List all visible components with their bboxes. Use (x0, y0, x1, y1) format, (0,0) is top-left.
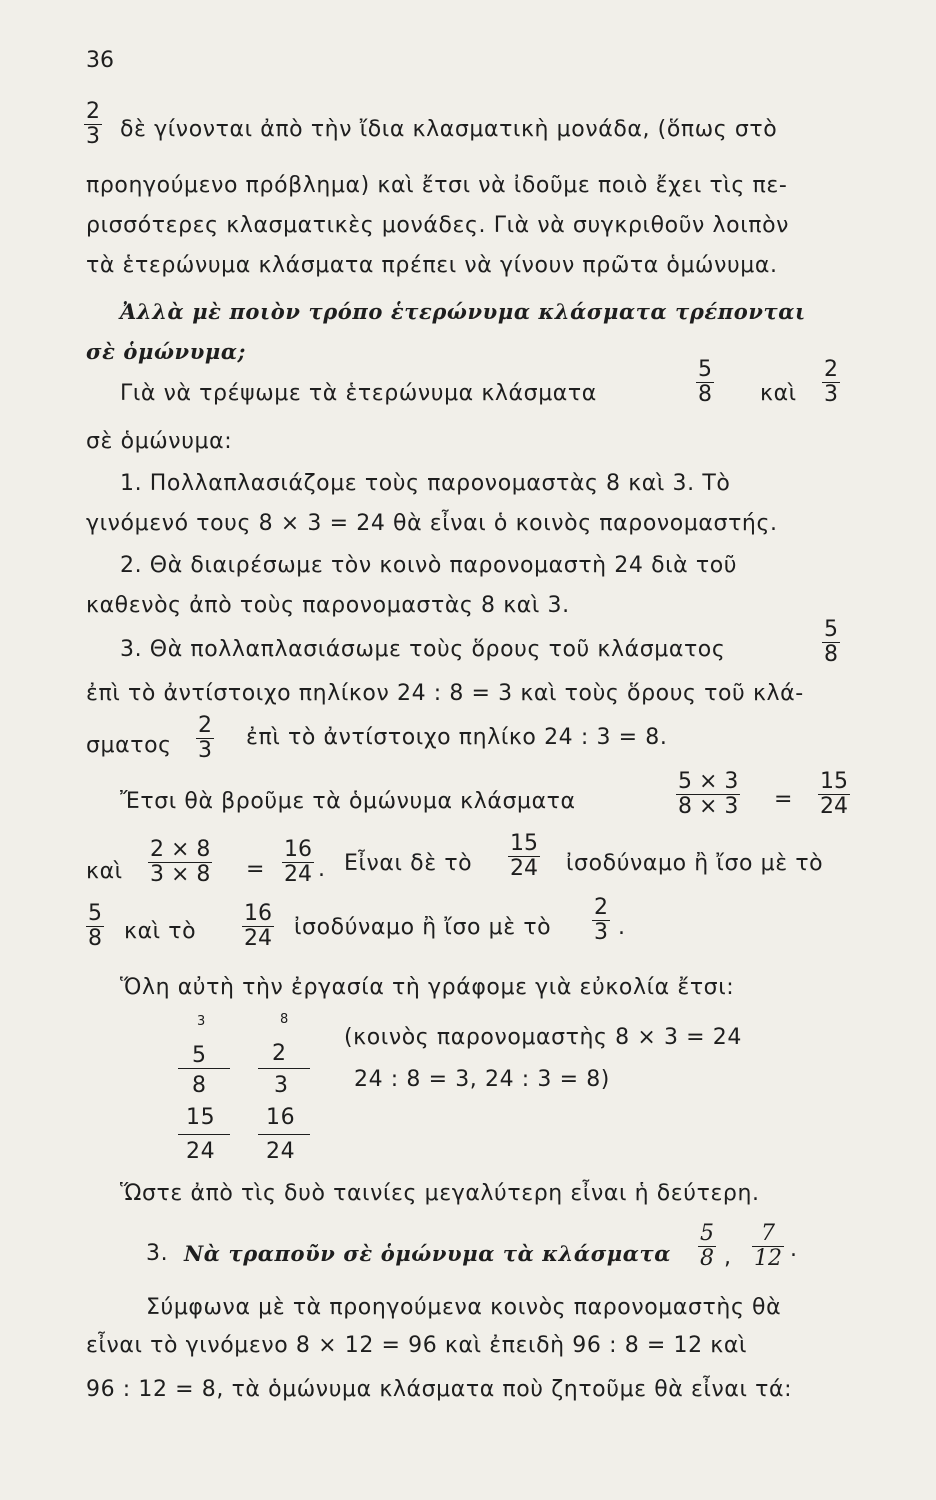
paragraph-line: Γιὰ νὰ τρέψωμε τὰ ἑτερώνυμα κλάσματα (120, 381, 597, 406)
denominator: 8 (824, 642, 838, 667)
denominator: 3 (198, 738, 212, 763)
numerator: 5 (698, 357, 712, 382)
fraction-five-eighths (822, 618, 840, 667)
fraction-sixteen-twentyfourths (282, 838, 314, 887)
step-3-line: σματος (86, 733, 172, 758)
paragraph-line: σὲ ὁμώνυμα: (86, 429, 233, 454)
fraction-fifteen-twentyfourths (818, 770, 850, 819)
work-value: 2 (272, 1041, 287, 1066)
equals-sign: = (246, 857, 266, 882)
fraction-rule (178, 1134, 230, 1135)
step-1-line: 1. Πολλαπλασιάζομε τοὺς παρονομαστὰς 8 καὶ 3. Τὸ (120, 471, 731, 496)
paragraph-line: προηγούμενο πρόβλημα) καὶ ἔτσι νὰ ἰδοῦμε ποιὸ ἔχει τὶς πε- (86, 173, 788, 198)
denominator: 12 (754, 1246, 782, 1271)
fraction-sixteen-twentyfourths (242, 902, 274, 951)
fraction-rule (258, 1134, 310, 1135)
denominator: 24 (284, 862, 312, 887)
work-value: 24 (186, 1139, 216, 1164)
step-1-line: γινόμενό τους 8 × 3 = 24 θὰ εἶναι ὁ κοινὸς παρονομαστής. (86, 511, 778, 536)
numerator: 5 (88, 901, 102, 926)
paragraph-line: ἰσοδύναμο ἢ ἴσο μὲ τὸ (566, 851, 824, 876)
work-note: (κοινὸς παρονομαστὴς 8 × 3 = 24 (344, 1025, 742, 1050)
work-value: 24 (266, 1139, 296, 1164)
problem-number: 3. (146, 1241, 169, 1266)
fraction-five-times-three-over-eight-times-three (676, 770, 740, 819)
denominator: 8 (700, 1246, 714, 1271)
denominator: 24 (510, 856, 538, 881)
fraction-five-eighths (86, 902, 104, 951)
paragraph-line: δὲ γίνονται ἀπὸ τὴν ἴδια κλασματικὴ μονάδα, (ὅπως στὸ (120, 117, 778, 142)
problem-title: Νὰ τραποῦν σὲ ὁμώνυμα τὰ κλάσματα (184, 1241, 671, 1266)
step-3-line: ἐπὶ τὸ ἀντίστοιχο πηλίκον 24 : 8 = 3 καὶ τοὺς ὅρους τοῦ κλά- (86, 681, 804, 706)
comma: , (724, 1245, 732, 1270)
step-3-line: ἐπὶ τὸ ἀντίστοιχο πηλίκο 24 : 3 = 8. (246, 725, 668, 750)
equals-sign: = (774, 787, 794, 812)
fraction-seven-twelfths (752, 1222, 784, 1271)
fraction-five-eighths (698, 1222, 716, 1271)
paragraph-line: εἶναι τὸ γινόμενο 8 × 12 = 96 καὶ ἐπειδὴ 96 : 8 = 12 καὶ (86, 1333, 748, 1358)
period: . (318, 857, 326, 882)
numerator: 15 (510, 831, 538, 856)
denominator: 3 × 8 (150, 862, 211, 887)
work-value: 16 (266, 1105, 296, 1130)
denominator: 8 × 3 (678, 794, 739, 819)
paragraph-line: ἰσοδύναμο ἢ ἴσο μὲ τὸ (294, 915, 552, 940)
numerator: 2 (824, 357, 838, 382)
fraction-rule (258, 1068, 310, 1069)
work-note: 24 : 8 = 3, 24 : 3 = 8) (354, 1067, 610, 1092)
fraction-five-eighths (696, 358, 714, 407)
paragraph-line: καὶ τὸ (124, 919, 197, 944)
paragraph-line: Σύμφωνα μὲ τὰ προηγούμενα κοινὸς παρονομαστὴς θὰ (146, 1295, 782, 1320)
fraction-two-thirds (196, 714, 214, 763)
work-value: 15 (186, 1105, 216, 1130)
denominator: 24 (820, 794, 848, 819)
step-3-line: 3. Θὰ πολλαπλασιάσωμε τοὺς ὅρους τοῦ κλάσματος (120, 637, 726, 662)
denominator: 8 (88, 926, 102, 951)
paragraph-line: ρισσότερες κλασματικὲς μονάδες. Γιὰ νὰ συγκριθοῦν λοιπὸν (86, 213, 790, 238)
fraction-two-thirds (592, 896, 610, 945)
question-line: Ἀλλὰ μὲ ποιὸν τρόπο ἑτερώνυμα κλάσματα τρέπονται (120, 299, 806, 324)
numerator: 2 (594, 895, 608, 920)
multiplier: 3 (197, 1014, 206, 1029)
page-number: 36 (86, 48, 114, 73)
paragraph-line: Ὅλη αὐτὴ τὴν ἐργασία τὴ γράφομε γιὰ εὐκολία ἔτσι: (120, 975, 735, 1000)
denominator: 24 (244, 926, 272, 951)
multiplier: 8 (280, 1012, 289, 1027)
numerator: 7 (761, 1221, 775, 1246)
numerator: 15 (820, 769, 848, 794)
work-value: 8 (192, 1073, 207, 1098)
paragraph-line: Εἶναι δὲ τὸ (344, 851, 473, 876)
numerator: 5 (700, 1221, 714, 1246)
paragraph-line: Ἔτσι θὰ βροῦμε τὰ ὁμώνυμα κλάσματα (120, 789, 576, 814)
period: . (618, 915, 626, 940)
fraction-two-thirds (822, 358, 840, 407)
work-value: 5 (192, 1043, 207, 1068)
numerator: 2 (86, 99, 100, 124)
paragraph-line: τὰ ἑτερώνυμα κλάσματα πρέπει νὰ γίνουν πρῶτα ὁμώνυμα. (86, 253, 778, 278)
fraction-fifteen-twentyfourths (508, 832, 540, 881)
step-2-line: 2. Θὰ διαιρέσωμε τὸν κοινὸ παρονομαστὴ 24 διὰ τοῦ (120, 553, 738, 578)
conjunction-text: καὶ (86, 859, 123, 884)
numerator: 5 (824, 617, 838, 642)
paragraph-line: 96 : 12 = 8, τὰ ὁμώνυμα κλάσματα ποὺ ζητοῦμε θὰ εἶναι τά: (86, 1377, 793, 1402)
fraction-rule (178, 1068, 230, 1069)
question-line: σὲ ὁμώνυμα; (86, 339, 246, 364)
numerator: 16 (244, 901, 272, 926)
work-value: 3 (274, 1073, 289, 1098)
conjunction-text: καὶ (760, 381, 797, 406)
paragraph-line: Ὥστε ἀπὸ τὶς δυὸ ταινίες μεγαλύτερη εἶναι ἡ δεύτερη. (120, 1181, 760, 1206)
fraction-two-thirds (84, 100, 102, 149)
numerator: 5 × 3 (678, 769, 739, 794)
period: . (790, 1237, 798, 1262)
numerator: 2 × 8 (150, 837, 211, 862)
numerator: 16 (284, 837, 312, 862)
denominator: 3 (86, 124, 100, 149)
denominator: 3 (594, 920, 608, 945)
numerator: 2 (198, 713, 212, 738)
fraction-two-times-eight-over-three-times-eight (148, 838, 212, 887)
denominator: 3 (824, 382, 838, 407)
step-2-line: καθενὸς ἀπὸ τοὺς παρονομαστὰς 8 καὶ 3. (86, 593, 570, 618)
denominator: 8 (698, 382, 712, 407)
